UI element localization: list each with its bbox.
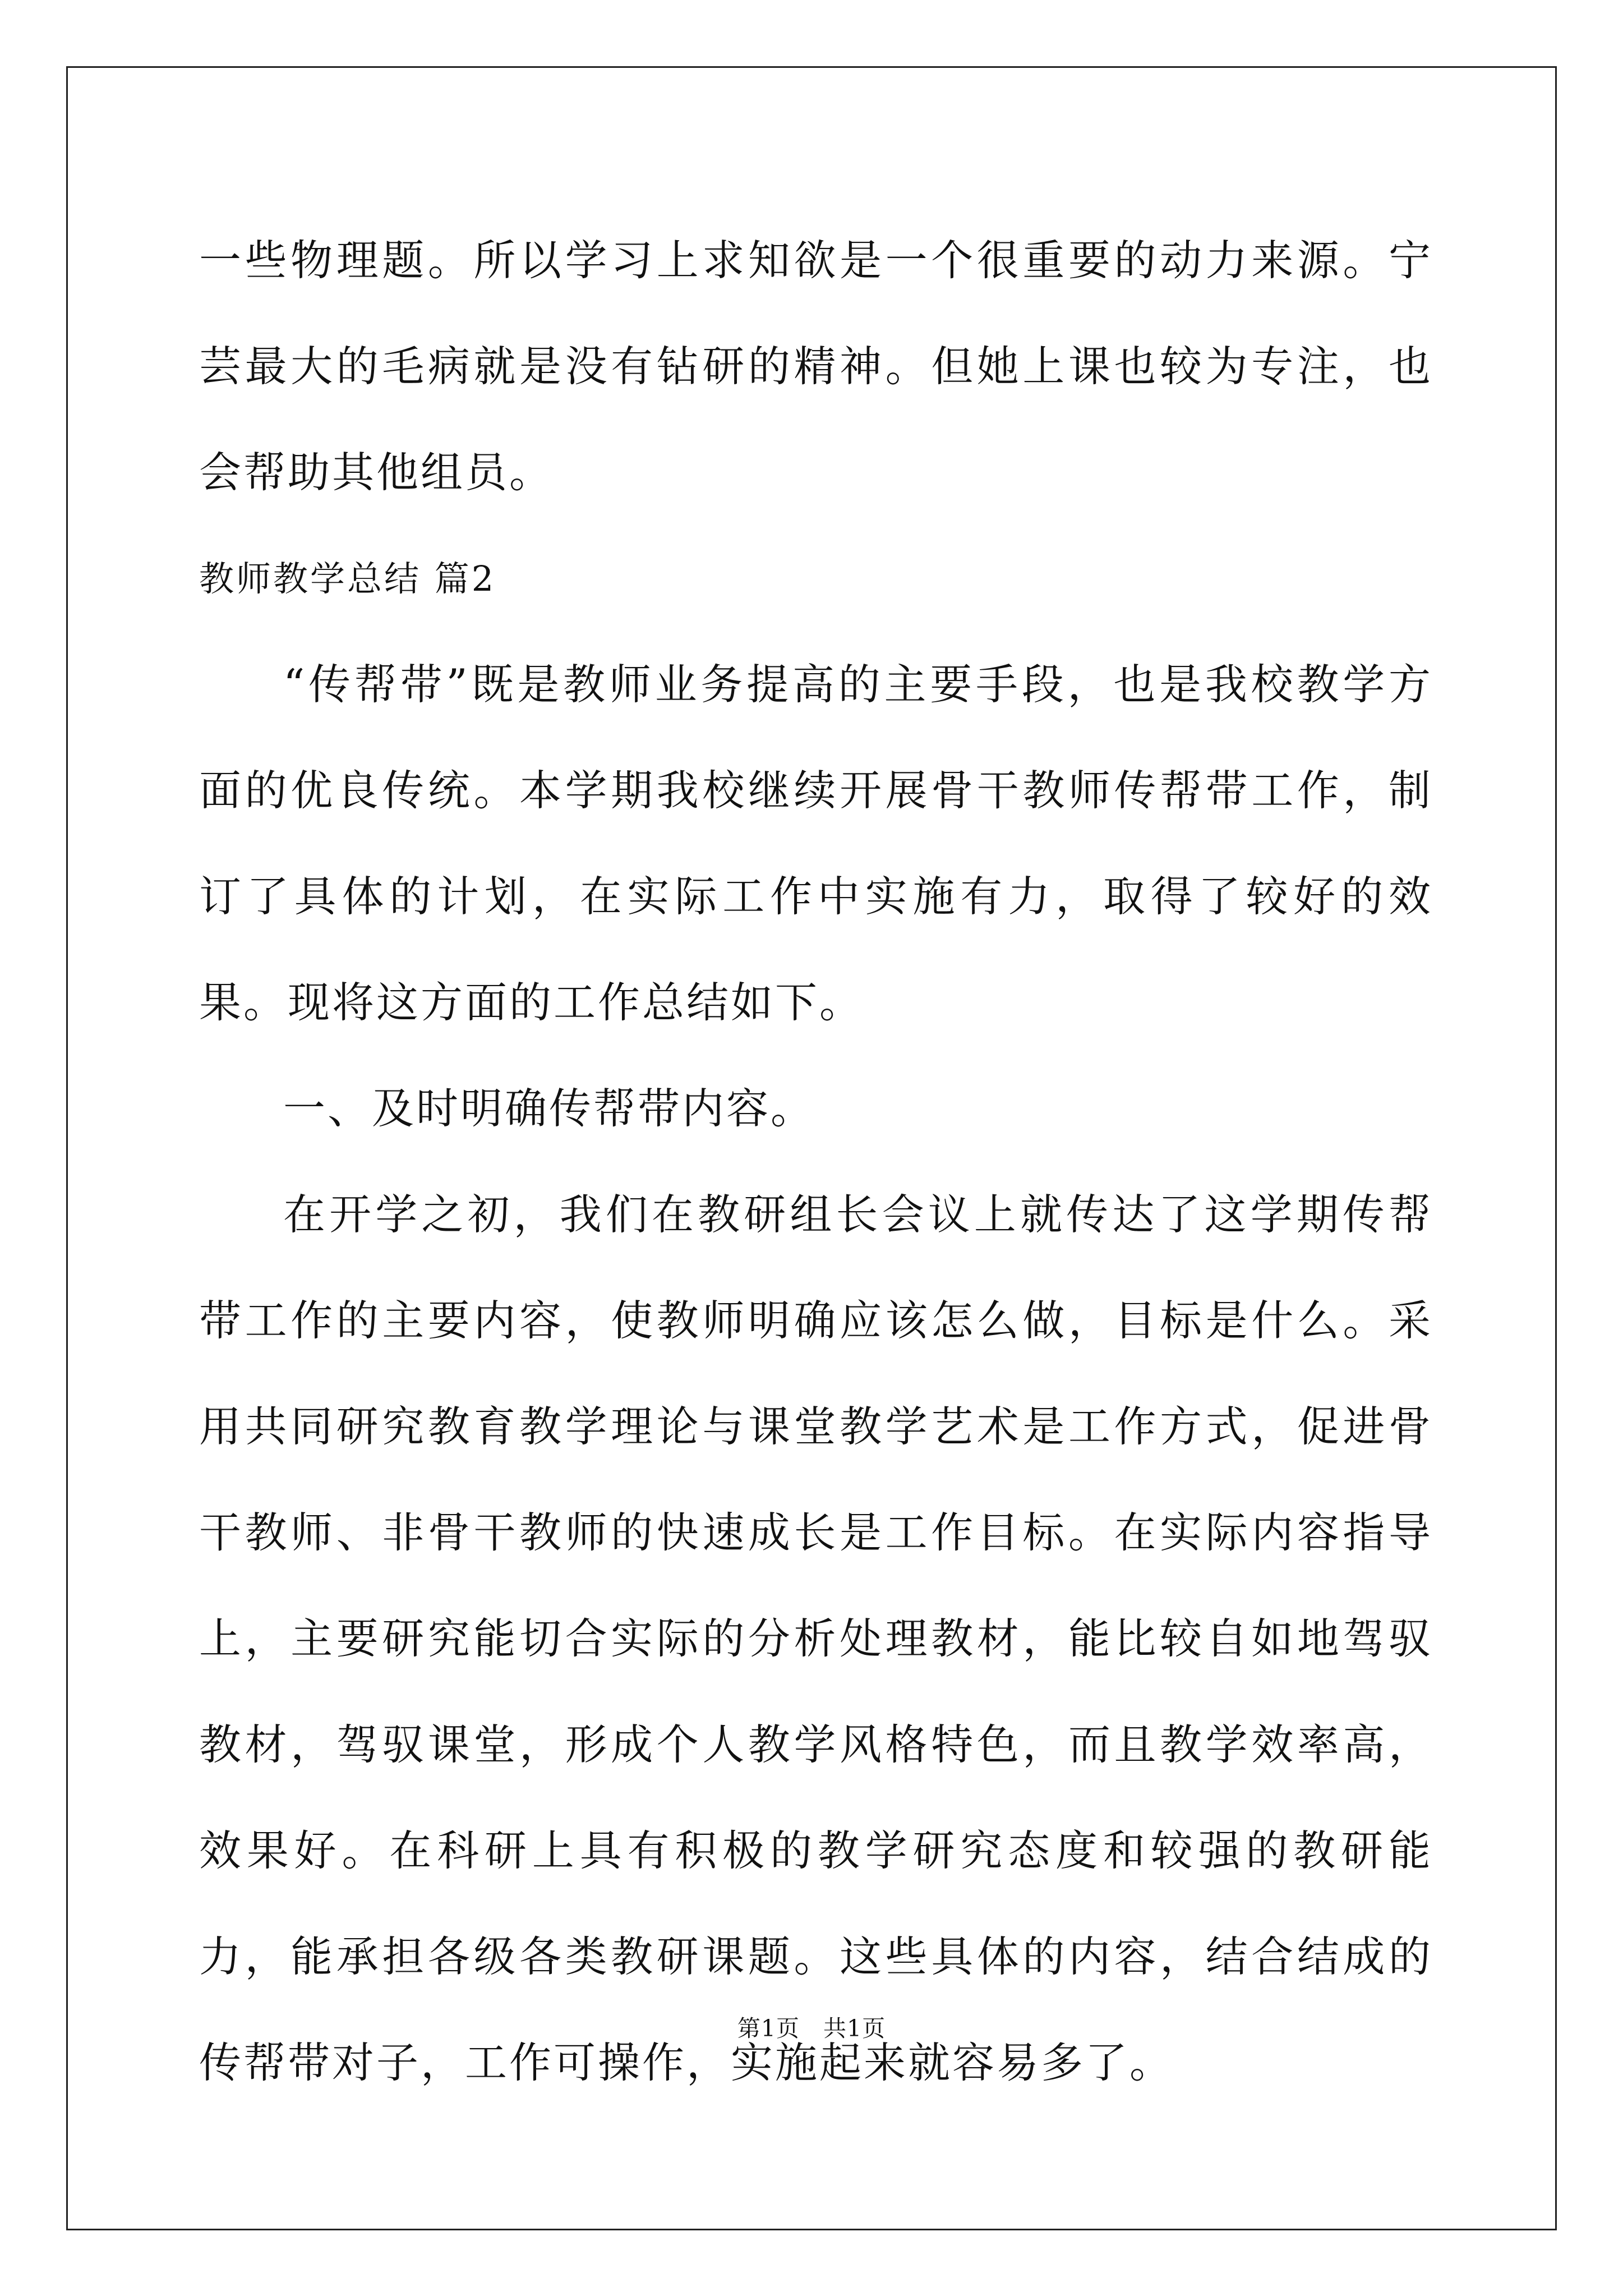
paragraph-body: 在开学之初，我们在教研组长会议上就传达了这学期传帮带工作的主要内容，使教师明确应该怎么做，目标是什么。采用共同研究教育教学理论与课堂教学艺术是工作方式，促进骨干教师、非骨干教师的快速成长是工作目标。在实际内容指导上，主要研究能切合实际的分析处理教材，能比较自如地驾驭教材，驾驭课堂，形成个人教学风格特色，而且教学效率高，效果好。在科研上具有积极的教学研究态度和较强的教研能力，能承担各级各类教研课题。这些具体的内容，结合结成的传帮带对子，工作可操作，实施起来就容易多了。: [199, 1190, 1433, 2087]
page-footer: 第1页 共1页: [737, 2015, 886, 2042]
section-heading: 教师教学总结 篇2: [199, 558, 496, 599]
document-body: [199, 208, 1433, 2116]
paragraph-intro: “传帮带”既是教师业务提高的主要手段，也是我校教学方面的优良传统。本学期我校继续开展骨干教师传帮带工作，制订了具体的计划，在实际工作中实施有力，取得了较好的效果。现将这方面的工作总结如下。: [199, 660, 1433, 1027]
paragraph-continuation: 一些物理题。所以学习上求知欲是一个很重要的动力来源。宁芸最大的毛病就是没有钻研的精神。但她上课也较为专注，也会帮助其他组员。: [199, 236, 1433, 497]
subheading-item-1: 一、及时明确传帮带内容。: [283, 1084, 815, 1133]
